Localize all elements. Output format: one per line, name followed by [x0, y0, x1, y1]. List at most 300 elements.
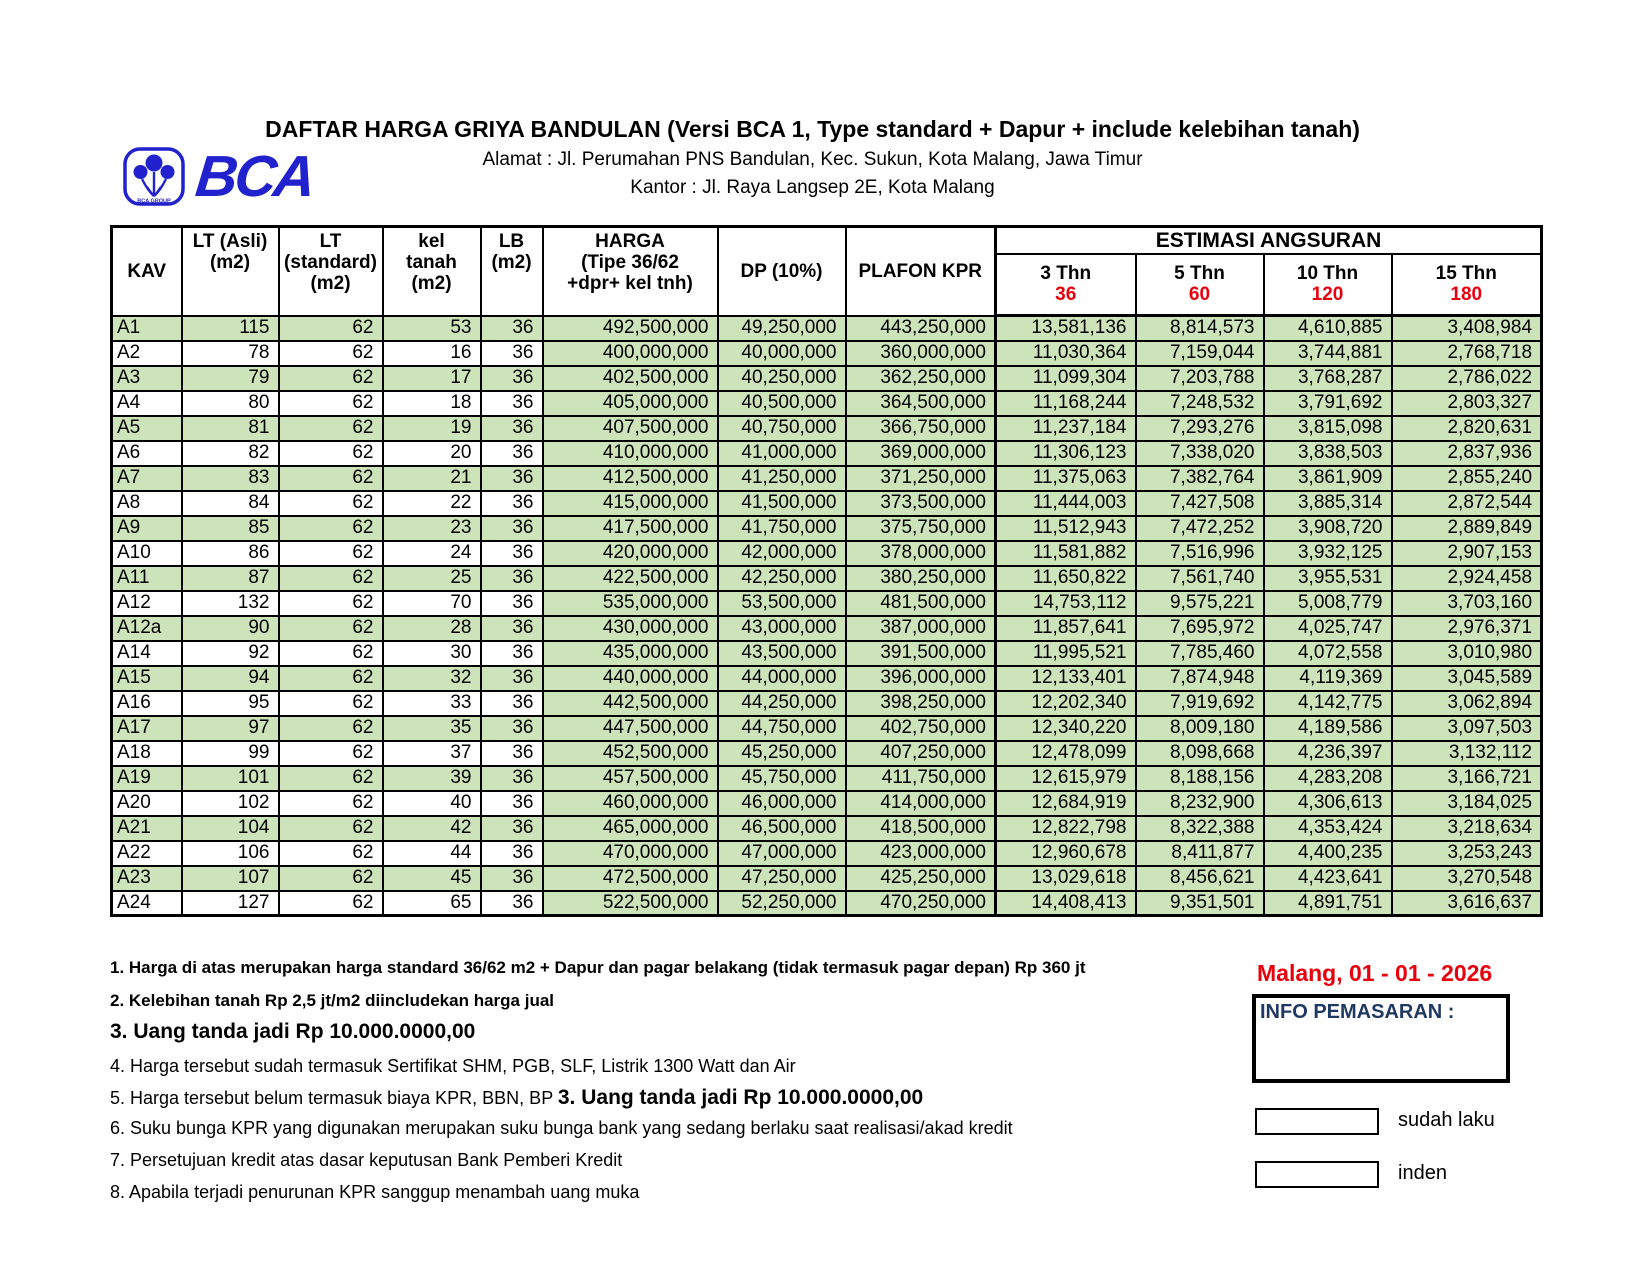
table-cell: 415,000,000 [543, 491, 718, 516]
table-cell: 391,500,000 [846, 641, 996, 666]
table-cell: 36 [481, 816, 543, 841]
table-cell: 62 [279, 491, 383, 516]
table-cell: 3,270,548 [1392, 866, 1542, 891]
table-cell: 402,750,000 [846, 716, 996, 741]
table-cell: 62 [279, 616, 383, 641]
note-6: 6. Suku bunga KPR yang digunakan merupakan suku bunga bank yang sedang berlaku saat realisasi/akad kredit [110, 1118, 1013, 1138]
table-cell: 417,500,000 [543, 516, 718, 541]
table-cell: 2,803,327 [1392, 391, 1542, 416]
table-cell: 85 [182, 516, 279, 541]
table-cell: 79 [182, 366, 279, 391]
table-cell: 3,932,125 [1264, 541, 1392, 566]
table-cell: 62 [279, 316, 383, 341]
kav-cell: A1 [112, 316, 182, 341]
table-cell: 3,768,287 [1264, 366, 1392, 391]
table-cell: 36 [481, 341, 543, 366]
table-cell: 43,500,000 [718, 641, 846, 666]
bca-group-emblem-text: BCA GROUP [137, 198, 171, 205]
table-cell: 4,189,586 [1264, 716, 1392, 741]
table-cell: 36 [481, 641, 543, 666]
table-cell: 3,166,721 [1392, 766, 1542, 791]
table-cell: 35 [383, 716, 481, 741]
tenor-header: 5 Thn 60 [1136, 254, 1264, 316]
table-cell: 62 [279, 841, 383, 866]
note-5-bold-suffix: 3. Uang tanda jadi Rp 10.000.0000,00 [557, 1086, 924, 1109]
kav-cell: A24 [112, 891, 182, 916]
table-cell: 457,500,000 [543, 766, 718, 791]
kav-cell: A9 [112, 516, 182, 541]
table-cell: 2,786,022 [1392, 366, 1542, 391]
table-cell: 3,408,984 [1392, 316, 1542, 341]
kav-cell: A6 [112, 441, 182, 466]
table-cell: 7,293,276 [1136, 416, 1264, 441]
kav-cell: A2 [112, 341, 182, 366]
table-cell: 13,029,618 [996, 866, 1136, 891]
table-cell: 4,119,369 [1264, 666, 1392, 691]
table-cell: 43,000,000 [718, 616, 846, 641]
table-cell: 3,062,894 [1392, 691, 1542, 716]
table-cell: 8,814,573 [1136, 316, 1264, 341]
column-header: DP (10%) [718, 227, 846, 316]
table-cell: 402,500,000 [543, 366, 718, 391]
price-table [110, 225, 1540, 917]
column-header: LB (m2) [481, 227, 543, 316]
kav-cell: A17 [112, 716, 182, 741]
table-cell: 405,000,000 [543, 391, 718, 416]
kav-cell: A12a [112, 616, 182, 641]
table-cell: 49,250,000 [718, 316, 846, 341]
table-cell: 83 [182, 466, 279, 491]
table-cell: 36 [481, 366, 543, 391]
note-3: 3. Uang tanda jadi Rp 10.000.0000,00 [110, 1020, 476, 1043]
table-cell: 9,575,221 [1136, 591, 1264, 616]
table-cell: 7,874,948 [1136, 666, 1264, 691]
table-cell: 44,000,000 [718, 666, 846, 691]
table-cell: 373,500,000 [846, 491, 996, 516]
table-cell: 3,908,720 [1264, 516, 1392, 541]
table-cell: 36 [481, 716, 543, 741]
table-cell: 425,250,000 [846, 866, 996, 891]
table-cell: 3,616,637 [1392, 891, 1542, 916]
table-cell: 115 [182, 316, 279, 341]
table-cell: 7,919,692 [1136, 691, 1264, 716]
table-cell: 11,581,882 [996, 541, 1136, 566]
table-cell: 33 [383, 691, 481, 716]
table-body [112, 316, 1542, 916]
note-7: 7. Persetujuan kredit atas dasar keputusan Bank Pemberi Kredit [110, 1150, 623, 1170]
table-cell: 17 [383, 366, 481, 391]
table-cell: 414,000,000 [846, 791, 996, 816]
table-cell: 36 [481, 616, 543, 641]
table-cell: 11,237,184 [996, 416, 1136, 441]
table-row [112, 891, 1542, 916]
table-cell: 11,099,304 [996, 366, 1136, 391]
table-cell: 387,000,000 [846, 616, 996, 641]
table-cell: 32 [383, 666, 481, 691]
table-cell: 62 [279, 541, 383, 566]
table-cell: 36 [481, 491, 543, 516]
table-row [112, 391, 1542, 416]
table-cell: 44,250,000 [718, 691, 846, 716]
table-cell: 23 [383, 516, 481, 541]
table-cell: 4,423,641 [1264, 866, 1392, 891]
table-cell: 36 [481, 741, 543, 766]
table-cell: 420,000,000 [543, 541, 718, 566]
table-cell: 8,322,388 [1136, 816, 1264, 841]
address-line: Alamat : Jl. Perumahan PNS Bandulan, Kec. Sukun, Kota Malang, Jawa Timur [482, 149, 1143, 170]
table-cell: 62 [279, 391, 383, 416]
table-cell: 16 [383, 341, 481, 366]
column-header: HARGA (Tipe 36/62 +dpr+ kel tnh) [543, 227, 718, 316]
table-cell: 87 [182, 566, 279, 591]
table-cell: 362,250,000 [846, 366, 996, 391]
table-cell: 40,000,000 [718, 341, 846, 366]
table-cell: 4,025,747 [1264, 616, 1392, 641]
table-cell: 7,785,460 [1136, 641, 1264, 666]
table-cell: 3,132,112 [1392, 741, 1542, 766]
table-cell: 11,857,641 [996, 616, 1136, 641]
table-row [112, 716, 1542, 741]
table-cell: 7,561,740 [1136, 566, 1264, 591]
table-cell: 11,444,003 [996, 491, 1136, 516]
table-cell: 400,000,000 [543, 341, 718, 366]
table-cell: 62 [279, 866, 383, 891]
table-row [112, 616, 1542, 641]
table-row [112, 816, 1542, 841]
kav-cell: A15 [112, 666, 182, 691]
info-pemasaran-box [1252, 994, 1510, 1083]
table-cell: 7,159,044 [1136, 341, 1264, 366]
table-cell: 4,283,208 [1264, 766, 1392, 791]
table-cell: 36 [481, 841, 543, 866]
table-cell: 36 [481, 666, 543, 691]
table-cell: 46,000,000 [718, 791, 846, 816]
table-cell: 8,232,900 [1136, 791, 1264, 816]
table-row [112, 691, 1542, 716]
tenor-header: 10 Thn 120 [1264, 254, 1392, 316]
table-cell: 7,516,996 [1136, 541, 1264, 566]
table-cell: 62 [279, 666, 383, 691]
table-cell: 3,097,503 [1392, 716, 1542, 741]
table-cell: 7,472,252 [1136, 516, 1264, 541]
kav-cell: A16 [112, 691, 182, 716]
table-cell: 45 [383, 866, 481, 891]
table-cell: 65 [383, 891, 481, 916]
table-cell: 62 [279, 566, 383, 591]
table-cell: 20 [383, 441, 481, 466]
table-cell: 41,500,000 [718, 491, 846, 516]
table-cell: 447,500,000 [543, 716, 718, 741]
note-4: 4. Harga tersebut sudah termasuk Sertifikat SHM, PGB, SLF, Listrik 1300 Watt dan Air [110, 1056, 796, 1076]
table-cell: 44,750,000 [718, 716, 846, 741]
table-cell: 36 [481, 866, 543, 891]
kav-cell: A4 [112, 391, 182, 416]
table-cell: 81 [182, 416, 279, 441]
table-cell: 40 [383, 791, 481, 816]
table-cell: 472,500,000 [543, 866, 718, 891]
table-cell: 2,976,371 [1392, 616, 1542, 641]
table-cell: 4,072,558 [1264, 641, 1392, 666]
table-cell: 360,000,000 [846, 341, 996, 366]
table-cell: 46,500,000 [718, 816, 846, 841]
kav-cell: A14 [112, 641, 182, 666]
kav-cell: A12 [112, 591, 182, 616]
table-cell: 12,478,099 [996, 741, 1136, 766]
kav-cell: A10 [112, 541, 182, 566]
table-cell: 102 [182, 791, 279, 816]
page-title: DAFTAR HARGA GRIYA BANDULAN (Versi BCA 1, Type standard + Dapur + include kelebihan tanah) [265, 116, 1360, 142]
table-cell: 398,250,000 [846, 691, 996, 716]
table-cell: 7,203,788 [1136, 366, 1264, 391]
table-cell: 2,820,631 [1392, 416, 1542, 441]
legend-box-sudah-laku [1255, 1108, 1379, 1135]
table-cell: 4,610,885 [1264, 316, 1392, 341]
table-cell: 36 [481, 766, 543, 791]
table-cell: 7,338,020 [1136, 441, 1264, 466]
table-cell: 12,960,678 [996, 841, 1136, 866]
table-cell: 92 [182, 641, 279, 666]
table-cell: 62 [279, 791, 383, 816]
table-cell: 106 [182, 841, 279, 866]
table-cell: 3,955,531 [1264, 566, 1392, 591]
table-cell: 62 [279, 516, 383, 541]
table-cell: 2,872,544 [1392, 491, 1542, 516]
kav-cell: A8 [112, 491, 182, 516]
table-cell: 422,500,000 [543, 566, 718, 591]
table-cell: 62 [279, 466, 383, 491]
note-8: 8. Apabila terjadi penurunan KPR sanggup menambah uang muka [110, 1182, 640, 1202]
table-cell: 5,008,779 [1264, 591, 1392, 616]
table-cell: 418,500,000 [846, 816, 996, 841]
column-header: LT (Asli) (m2) [182, 227, 279, 316]
kav-cell: A23 [112, 866, 182, 891]
table-row [112, 741, 1542, 766]
table-cell: 11,512,943 [996, 516, 1136, 541]
table-header [112, 227, 1542, 316]
table-row [112, 766, 1542, 791]
kav-cell: A11 [112, 566, 182, 591]
table-row [112, 516, 1542, 541]
table-cell: 443,250,000 [846, 316, 996, 341]
table-cell: 44 [383, 841, 481, 866]
table-cell: 101 [182, 766, 279, 791]
table-cell: 4,400,235 [1264, 841, 1392, 866]
table-cell: 62 [279, 591, 383, 616]
table-cell: 127 [182, 891, 279, 916]
table-cell: 42,250,000 [718, 566, 846, 591]
table-cell: 371,250,000 [846, 466, 996, 491]
table-row [112, 841, 1542, 866]
table-row [112, 466, 1542, 491]
table-cell: 3,815,098 [1264, 416, 1392, 441]
legend-label-inden: inden [1398, 1162, 1447, 1184]
table-cell: 8,188,156 [1136, 766, 1264, 791]
table-cell: 4,353,424 [1264, 816, 1392, 841]
table-cell: 8,411,877 [1136, 841, 1264, 866]
table-cell: 90 [182, 616, 279, 641]
table-cell: 11,030,364 [996, 341, 1136, 366]
table-cell: 80 [182, 391, 279, 416]
table-cell: 42,000,000 [718, 541, 846, 566]
table-row [112, 316, 1542, 341]
table-cell: 53,500,000 [718, 591, 846, 616]
table-cell: 9,351,501 [1136, 891, 1264, 916]
table-cell: 36 [481, 316, 543, 341]
table-cell: 7,427,508 [1136, 491, 1264, 516]
table-cell: 407,250,000 [846, 741, 996, 766]
table-cell: 8,456,621 [1136, 866, 1264, 891]
table-cell: 375,750,000 [846, 516, 996, 541]
table-cell: 19 [383, 416, 481, 441]
table-cell: 378,000,000 [846, 541, 996, 566]
office-line: Kantor : Jl. Raya Langsep 2E, Kota Malang [630, 177, 995, 198]
table-cell: 3,218,634 [1392, 816, 1542, 841]
table-cell: 70 [383, 591, 481, 616]
estimasi-angsuran-header: ESTIMASI ANGSURAN [996, 227, 1542, 254]
table-cell: 4,306,613 [1264, 791, 1392, 816]
table-cell: 42 [383, 816, 481, 841]
table-cell: 47,000,000 [718, 841, 846, 866]
table-cell: 24 [383, 541, 481, 566]
table-cell: 12,822,798 [996, 816, 1136, 841]
bca-wordmark: BCA [192, 144, 317, 209]
date-label: Malang, 01 - 01 - 2026 [1257, 960, 1493, 986]
table-cell: 41,250,000 [718, 466, 846, 491]
table-cell: 36 [481, 791, 543, 816]
table-cell: 13,581,136 [996, 316, 1136, 341]
table-cell: 21 [383, 466, 481, 491]
kav-cell: A5 [112, 416, 182, 441]
table-cell: 62 [279, 416, 383, 441]
table-cell: 470,000,000 [543, 841, 718, 866]
table-cell: 62 [279, 641, 383, 666]
table-cell: 107 [182, 866, 279, 891]
table-cell: 8,098,668 [1136, 741, 1264, 766]
table-cell: 99 [182, 741, 279, 766]
title-block [85, 116, 1540, 199]
table-cell: 2,855,240 [1392, 466, 1542, 491]
table-cell: 366,750,000 [846, 416, 996, 441]
table-cell: 14,753,112 [996, 591, 1136, 616]
note-2: 2. Kelebihan tanah Rp 2,5 jt/m2 diincludekan harga jual [110, 991, 555, 1010]
table-row [112, 491, 1542, 516]
kav-cell: A20 [112, 791, 182, 816]
table-cell: 3,791,692 [1264, 391, 1392, 416]
table-cell: 104 [182, 816, 279, 841]
table-cell: 62 [279, 441, 383, 466]
table-cell: 407,500,000 [543, 416, 718, 441]
table-row [112, 591, 1542, 616]
table-cell: 4,891,751 [1264, 891, 1392, 916]
table-cell: 442,500,000 [543, 691, 718, 716]
table-cell: 535,000,000 [543, 591, 718, 616]
table-row [112, 416, 1542, 441]
column-header: kel tanah (m2) [383, 227, 481, 316]
table-cell: 41,750,000 [718, 516, 846, 541]
table-cell: 18 [383, 391, 481, 416]
table-cell: 97 [182, 716, 279, 741]
table-cell: 380,250,000 [846, 566, 996, 591]
table-cell: 11,995,521 [996, 641, 1136, 666]
table-cell: 2,768,718 [1392, 341, 1542, 366]
table-cell: 412,500,000 [543, 466, 718, 491]
table-cell: 36 [481, 441, 543, 466]
table-row [112, 341, 1542, 366]
kav-cell: A3 [112, 366, 182, 391]
table-cell: 40,500,000 [718, 391, 846, 416]
table-cell: 3,744,881 [1264, 341, 1392, 366]
table-cell: 460,000,000 [543, 791, 718, 816]
kav-cell: A19 [112, 766, 182, 791]
table-cell: 522,500,000 [543, 891, 718, 916]
table-cell: 28 [383, 616, 481, 641]
table-cell: 3,184,025 [1392, 791, 1542, 816]
table-cell: 45,750,000 [718, 766, 846, 791]
table-cell: 2,889,849 [1392, 516, 1542, 541]
table-cell: 30 [383, 641, 481, 666]
table-cell: 7,695,972 [1136, 616, 1264, 641]
table-cell: 40,250,000 [718, 366, 846, 391]
table-cell: 12,684,919 [996, 791, 1136, 816]
table-row [112, 866, 1542, 891]
table-cell: 8,009,180 [1136, 716, 1264, 741]
table-cell: 40,750,000 [718, 416, 846, 441]
table-cell: 369,000,000 [846, 441, 996, 466]
table-cell: 3,010,980 [1392, 641, 1542, 666]
table-cell: 45,250,000 [718, 741, 846, 766]
table-cell: 452,500,000 [543, 741, 718, 766]
table-cell: 132 [182, 591, 279, 616]
tenor-header: 15 Thn 180 [1392, 254, 1542, 316]
column-header: LT (standard) (m2) [279, 227, 383, 316]
table-cell: 410,000,000 [543, 441, 718, 466]
table-cell: 470,250,000 [846, 891, 996, 916]
table-cell: 36 [481, 891, 543, 916]
table-row [112, 366, 1542, 391]
table-cell: 62 [279, 816, 383, 841]
table-cell: 36 [481, 466, 543, 491]
table-cell: 36 [481, 391, 543, 416]
kav-cell: A21 [112, 816, 182, 841]
table-row [112, 666, 1542, 691]
table-cell: 14,408,413 [996, 891, 1136, 916]
table-cell: 62 [279, 891, 383, 916]
table-cell: 4,236,397 [1264, 741, 1392, 766]
kav-cell: A18 [112, 741, 182, 766]
table-cell: 37 [383, 741, 481, 766]
kav-cell: A22 [112, 841, 182, 866]
table-cell: 3,253,243 [1392, 841, 1542, 866]
column-header: KAV [112, 227, 182, 316]
table-cell: 3,045,589 [1392, 666, 1542, 691]
table-cell: 3,861,909 [1264, 466, 1392, 491]
legend-label-sudah-laku: sudah laku [1398, 1109, 1495, 1131]
table-cell: 36 [481, 541, 543, 566]
table-cell: 78 [182, 341, 279, 366]
table-cell: 492,500,000 [543, 316, 718, 341]
table-cell: 465,000,000 [543, 816, 718, 841]
table-cell: 82 [182, 441, 279, 466]
table-cell: 53 [383, 316, 481, 341]
table-cell: 440,000,000 [543, 666, 718, 691]
table-row [112, 566, 1542, 591]
table-cell: 3,838,503 [1264, 441, 1392, 466]
table-cell: 36 [481, 691, 543, 716]
table-cell: 86 [182, 541, 279, 566]
table-row [112, 441, 1542, 466]
table-cell: 2,924,458 [1392, 566, 1542, 591]
table-cell: 36 [481, 416, 543, 441]
